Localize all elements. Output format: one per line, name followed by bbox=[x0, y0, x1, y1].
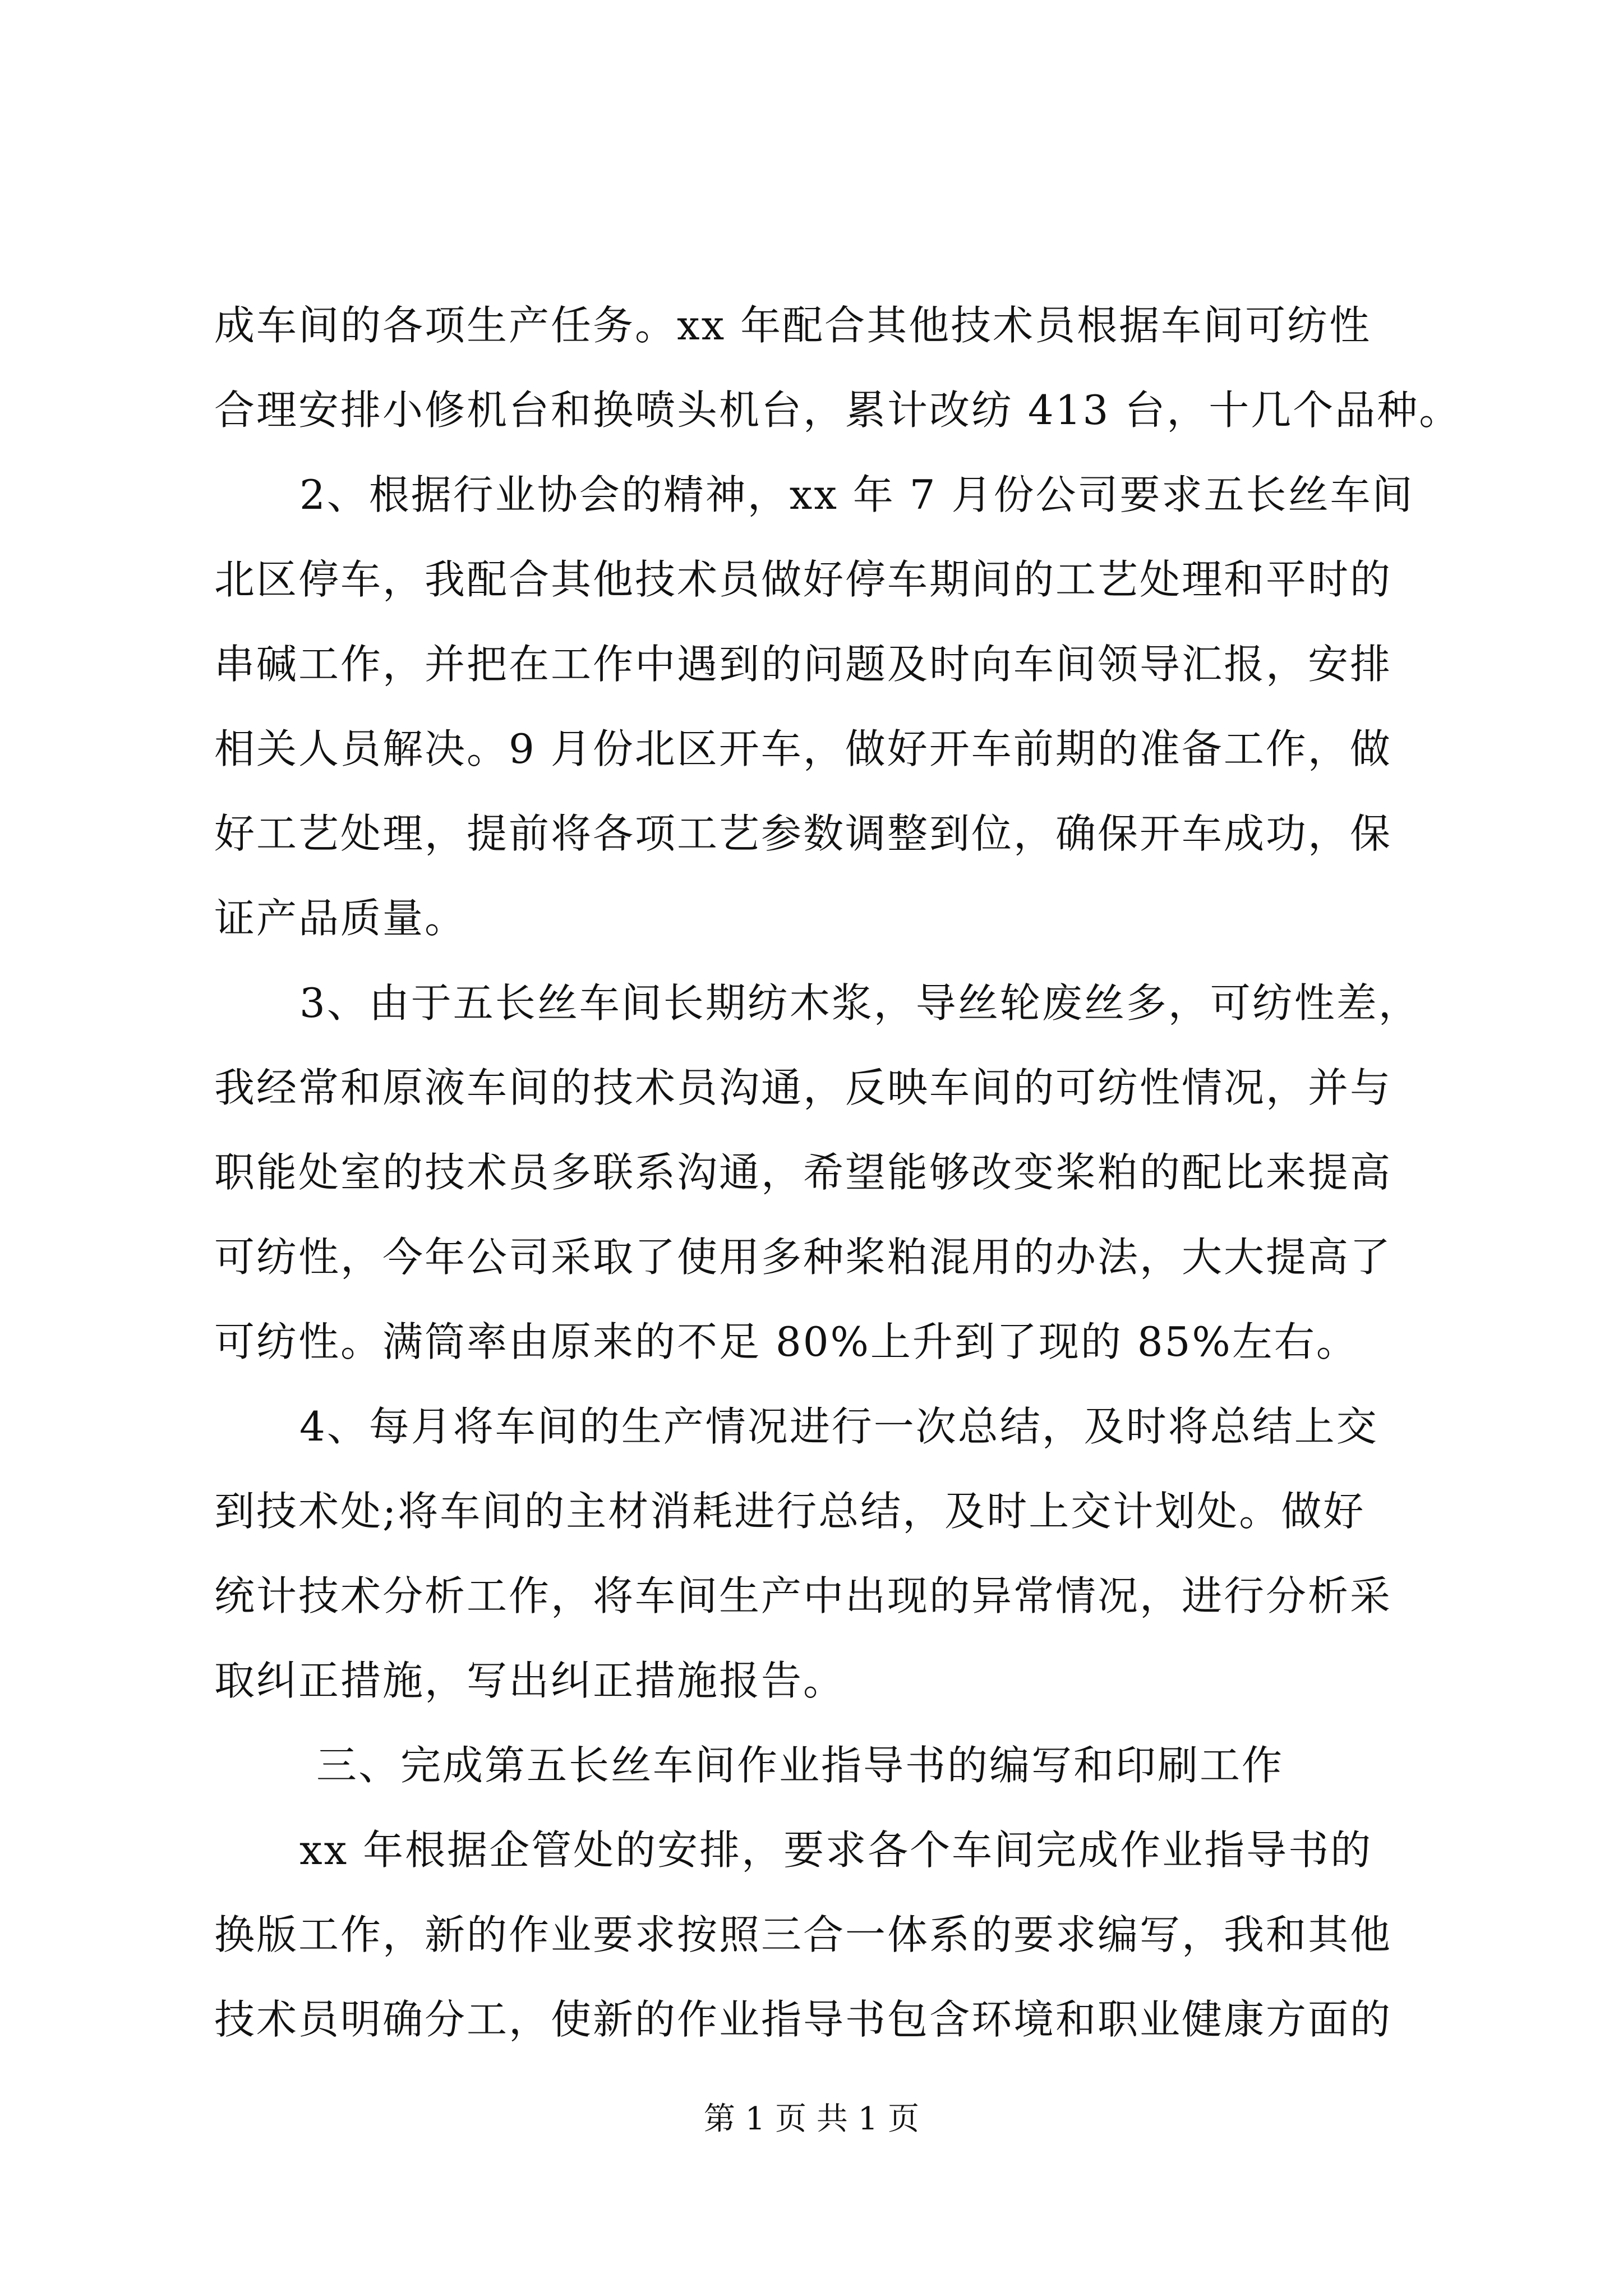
text-line-13: 可纺性。满筒率由原来的不足 80%上升到了现的 85%左右。 bbox=[214, 1318, 1358, 1365]
text-line-2: 合理安排小修机台和换喷头机台，累计改纺 413 台，十几个品种。 bbox=[214, 386, 1461, 434]
text-line-19: xx 年根据企管处的安排，要求各个车间完成作业指导书的 bbox=[299, 1826, 1373, 1874]
text-line-16: 统计技术分析工作，将车间生产中出现的异常情况，进行分析采 bbox=[214, 1572, 1393, 1619]
section-heading: 三、完成第五长丝车间作业指导书的编写和印刷工作 bbox=[316, 1742, 1284, 1789]
text-line-3: 2、根据行业协会的精神，xx 年 7 月份公司要求五长丝车间 bbox=[299, 471, 1414, 518]
text-line-1: 成车间的各项生产任务。xx 年配合其他技术员根据车间可纺性 bbox=[214, 302, 1372, 349]
text-line-12: 可纺性，今年公司采取了使用多种桨粕混用的办法，大大提高了 bbox=[214, 1234, 1393, 1281]
text-line-5: 串碱工作，并把在工作中遇到的问题及时向车间领导汇报，安排 bbox=[214, 641, 1393, 688]
text-line-8: 证产品质量。 bbox=[214, 895, 467, 942]
page-number-footer: 第 1 页 共 1 页 bbox=[703, 2101, 920, 2137]
text-line-10: 我经常和原液车间的技术员沟通，反映车间的可纺性情况，并与 bbox=[214, 1064, 1393, 1111]
text-line-7: 好工艺处理，提前将各项工艺参数调整到位，确保开车成功，保 bbox=[214, 810, 1393, 857]
text-line-15: 到技术处;将车间的主材消耗进行总结，及时上交计划处。做好 bbox=[214, 1488, 1366, 1535]
text-line-14: 4、每月将车间的生产情况进行一次总结，及时将总结上交 bbox=[299, 1403, 1378, 1450]
text-line-11: 职能处室的技术员多联系沟通，希望能够改变桨粕的配比来提高 bbox=[214, 1149, 1393, 1196]
text-line-6: 相关人员解决。9 月份北区开车，做好开车前期的准备工作，做 bbox=[214, 725, 1392, 772]
text-line-21: 技术员明确分工，使新的作业指导书包含环境和职业健康方面的 bbox=[214, 1996, 1393, 2043]
text-line-17: 取纠正措施，写出纠正措施报告。 bbox=[214, 1657, 846, 1704]
text-line-4: 北区停车，我配合其他技术员做好停车期间的工艺处理和平时的 bbox=[214, 556, 1393, 603]
text-line-20: 换版工作，新的作业要求按照三合一体系的要求编写，我和其他 bbox=[214, 1911, 1393, 1958]
text-line-9: 3、由于五长丝车间长期纺木浆，导丝轮废丝多，可纺性差， bbox=[299, 979, 1421, 1027]
